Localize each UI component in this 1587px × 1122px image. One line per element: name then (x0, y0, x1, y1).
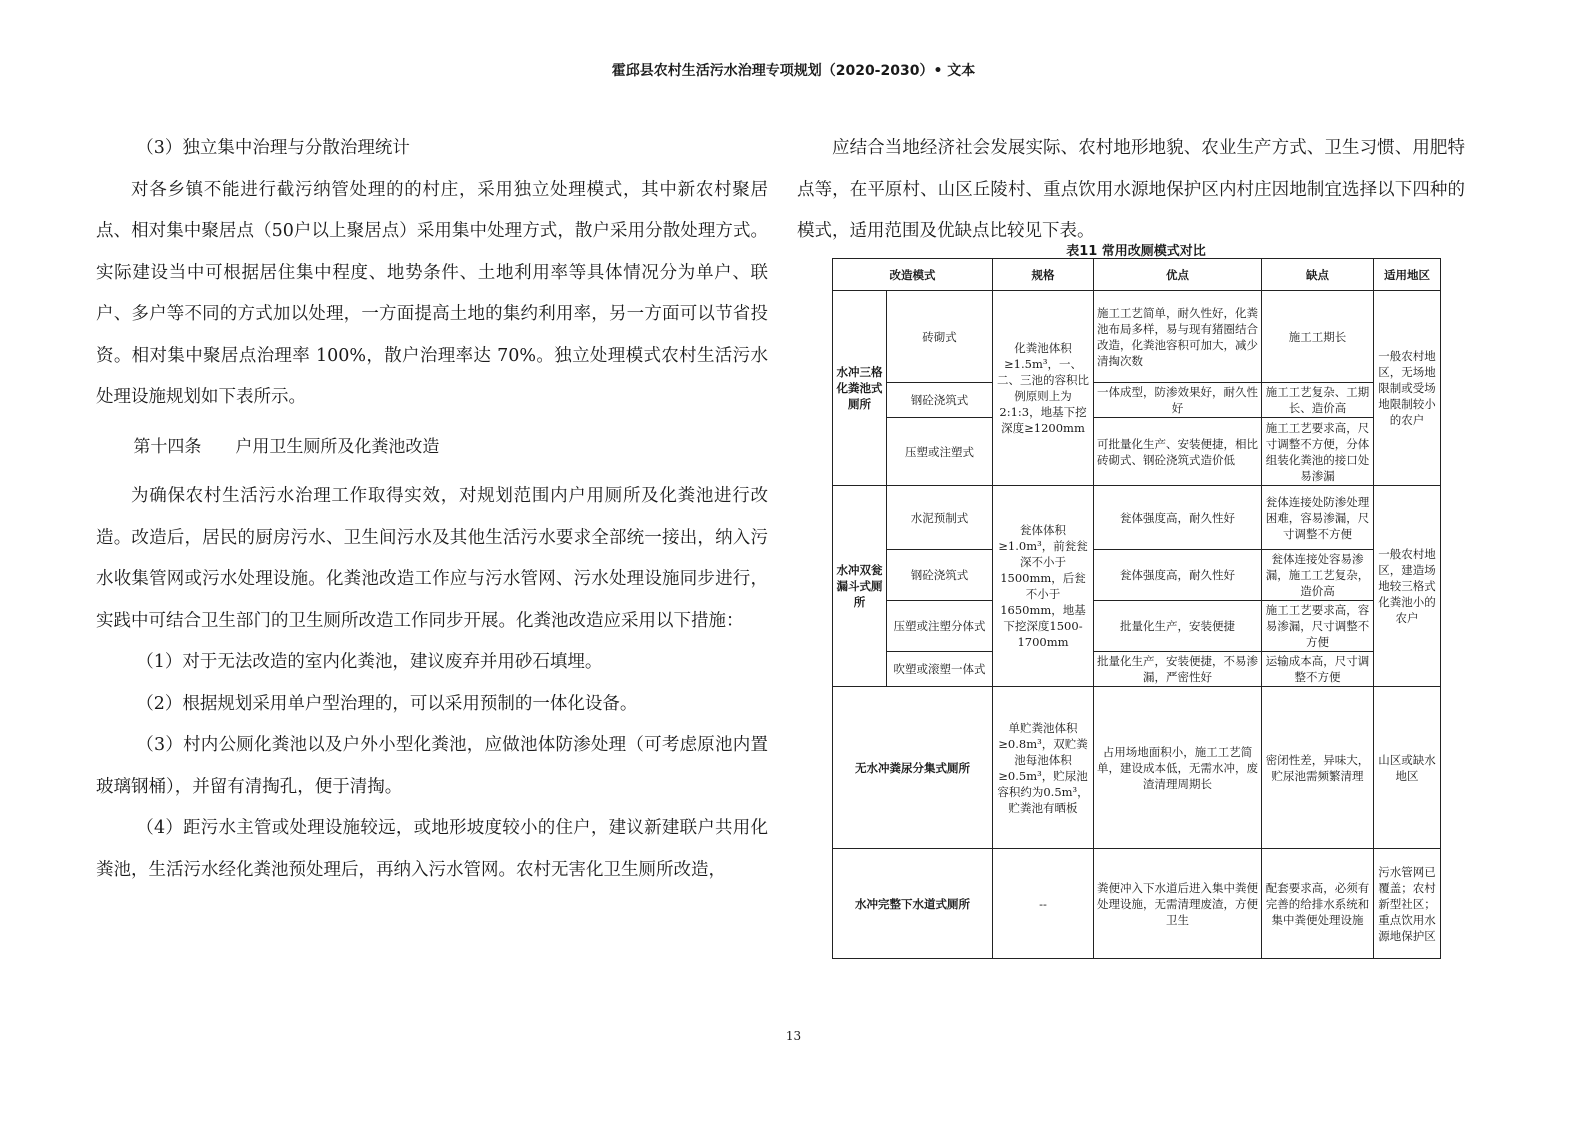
pros-cell: 批量化生产，安装便捷，不易渗漏，严密性好 (1094, 652, 1262, 687)
paragraph-independent-treatment: 对各乡镇不能进行截污纳管处理的的村庄，采用独立处理模式，其中新农村聚居点、相对集中聚居点（50户以上聚居点）采用集中处理方式，散户采用分散处理方式。实际建设当中可根据居住集中程度、地势条件、土地利用率等具体情况分为单户、联户、多户等不同的方式加以处理，一方面提高土地的集约利用率，另一方面可以节省投资。相对集中聚居点治理率 100%，散户治理率达 70%。独立处理模式农村生活污水处理设施规划如下表所示。 (96, 179, 768, 407)
table-row (833, 291, 1441, 383)
cons-cell: 施工工期长 (1262, 291, 1374, 383)
submode-cell: 压塑或注塑式 (887, 418, 993, 486)
table-row (833, 687, 1441, 849)
cons-cell: 施工工艺要求高，容易渗漏，尺寸调整不方便 (1262, 601, 1374, 652)
cons-cell: 施工工艺要求高，尺寸调整不方便，分体组装化粪池的接口处易渗漏 (1262, 418, 1374, 486)
paragraph-toilet-renovation: 为确保农村生活污水治理工作取得实效，对规划范围内户用厕所及化粪池进行改造。改造后，居民的厨房污水、卫生间污水及其他生活污水要求全部统一接出，纳入污水收集管网或污水处理设施。化粪池改造工作应与污水管网、污水处理设施同步进行，实践中可结合卫生部门的卫生厕所改造工作同步开展。化粪池改造应采用以下措施： (96, 486, 768, 631)
header-mode: 改造模式 (833, 259, 993, 291)
category-cell: 水冲双瓮漏斗式厕所 (833, 486, 887, 687)
page-header: 霍邱县农村生活污水治理专项规划（2020-2030）• 文本 (611, 63, 976, 79)
cons-cell: 配套要求高，必须有完善的给排水系统和集中粪便处理设施 (1262, 849, 1374, 959)
table-row (833, 601, 1441, 652)
category-cell: 水冲三格化粪池式厕所 (833, 291, 887, 486)
header-area: 适用地区 (1374, 259, 1441, 291)
spec-cell: 单贮粪池体积≥0.8m³，双贮粪池每池体积≥0.5m³，贮尿池容积约为0.5m³，贮粪池有晒板 (993, 687, 1094, 849)
pros-cell: 施工工艺简单，耐久性好，化粪池布局多样，易与现有猪圈结合改造，化粪池容积可加大，减少清掏次数 (1094, 291, 1262, 383)
table-row (833, 486, 1441, 550)
table-row (833, 652, 1441, 687)
page-number: 13 (785, 1029, 802, 1043)
category-cell: 水冲完整下水道式厕所 (833, 849, 993, 959)
pros-cell: 可批量化生产、安装便捷，相比砖砌式、钢砼浇筑式造价低 (1094, 418, 1262, 486)
category-cell: 无水冲粪尿分集式厕所 (833, 687, 993, 849)
spec-cell: 瓮体体积≥1.0m³，前瓮瓮深不小于1500mm，后瓮不小于1650mm，地基下挖深度1500-1700mm (993, 486, 1094, 687)
article-heading (96, 427, 768, 469)
submode-cell: 钢砼浇筑式 (887, 550, 993, 601)
pros-cell: 批量化生产，安装便捷 (1094, 601, 1262, 652)
pros-cell: 粪便冲入下水道后进入集中粪便处理设施，无需清理废渣，方便卫生 (1094, 849, 1262, 959)
article-title: 户用卫生厕所及化粪池改造 (235, 436, 440, 457)
area-cell: 一般农村地区，无场地限制或受场地限制较小的农户 (1374, 291, 1441, 486)
submode-cell: 砖砌式 (887, 291, 993, 383)
table-row (833, 383, 1441, 418)
pros-cell: 一体成型，防渗效果好，耐久性好 (1094, 383, 1262, 418)
area-cell: 一般农村地区，建造场地较三格式化粪池小的农户 (1374, 486, 1441, 687)
table-row (833, 849, 1441, 959)
table-header-row (833, 259, 1441, 291)
pros-cell: 瓮体强度高，耐久性好 (1094, 550, 1262, 601)
cons-cell: 密闭性差，异味大，贮尿池需频繁清理 (1262, 687, 1374, 849)
table-row (833, 550, 1441, 601)
cons-cell: 瓮体连接处防渗处理困难，容易渗漏，尺寸调整不方便 (1262, 486, 1374, 550)
area-cell: 污水管网已覆盖；农村新型社区；重点饮用水源地保护区 (1374, 849, 1441, 959)
pros-cell: 瓮体强度高，耐久性好 (1094, 486, 1262, 550)
submode-cell: 钢砼浇筑式 (887, 383, 993, 418)
table-row (833, 418, 1441, 486)
measure-item-3: （3）村内公厕化粪池以及户外小型化粪池，应做池体防渗处理（可考虑原池内置玻璃钢桶），并留有清掏孔，便于清掏。 (96, 735, 768, 797)
spec-cell: 化粪池体积≥1.5m³，一、二、三池的容积比例原则上为2:1:3，地基下挖深度≥1200mm (993, 291, 1094, 486)
submode-cell: 水泥预制式 (887, 486, 993, 550)
submode-cell: 吹塑或滚塑一体式 (887, 652, 993, 687)
header-cons: 缺点 (1262, 259, 1374, 291)
comparison-table (832, 258, 1441, 959)
intro-paragraph: 应结合当地经济社会发展实际、农村地形地貌、农业生产方式、卫生习惯、用肥特点等，在平原村、山区丘陵村、重点饮用水源地保护区内村庄因地制宜选择以下四种的模式，适用范围及优缺点比较见下表。 (797, 138, 1465, 241)
area-cell: 山区或缺水地区 (1374, 687, 1441, 849)
section-heading: （3）独立集中治理与分散治理统计 (136, 138, 410, 158)
spec-cell: -- (993, 849, 1094, 959)
header-spec: 规格 (993, 259, 1094, 291)
header-pros: 优点 (1094, 259, 1262, 291)
measure-item-1: （1）对于无法改造的室内化粪池，建议废弃并用砂石填埋。 (136, 652, 603, 672)
measure-item-4: （4）距污水主管或处理设施较远，或地形坡度较小的住户，建议新建联户共用化粪池，生活污水经化粪池预处理后，再纳入污水管网。农村无害化卫生厕所改造， (96, 818, 768, 880)
article-number: 第十四条 (133, 436, 202, 457)
cons-cell: 运输成本高，尺寸调整不方便 (1262, 652, 1374, 687)
measure-item-2: （2）根据规划采用单户型治理的，可以采用预制的一体化设备。 (136, 693, 638, 714)
cons-cell: 瓮体连接处容易渗漏，施工工艺复杂，造价高 (1262, 550, 1374, 601)
table-title: 表11 常用改厕模式对比 (1066, 244, 1206, 259)
cons-cell: 施工工艺复杂、工期长、造价高 (1262, 383, 1374, 418)
left-column (96, 128, 768, 891)
submode-cell: 压塑或注塑分体式 (887, 601, 993, 652)
pros-cell: 占用场地面积小，施工工艺简单，建设成本低，无需水冲，废渣清理周期长 (1094, 687, 1262, 849)
